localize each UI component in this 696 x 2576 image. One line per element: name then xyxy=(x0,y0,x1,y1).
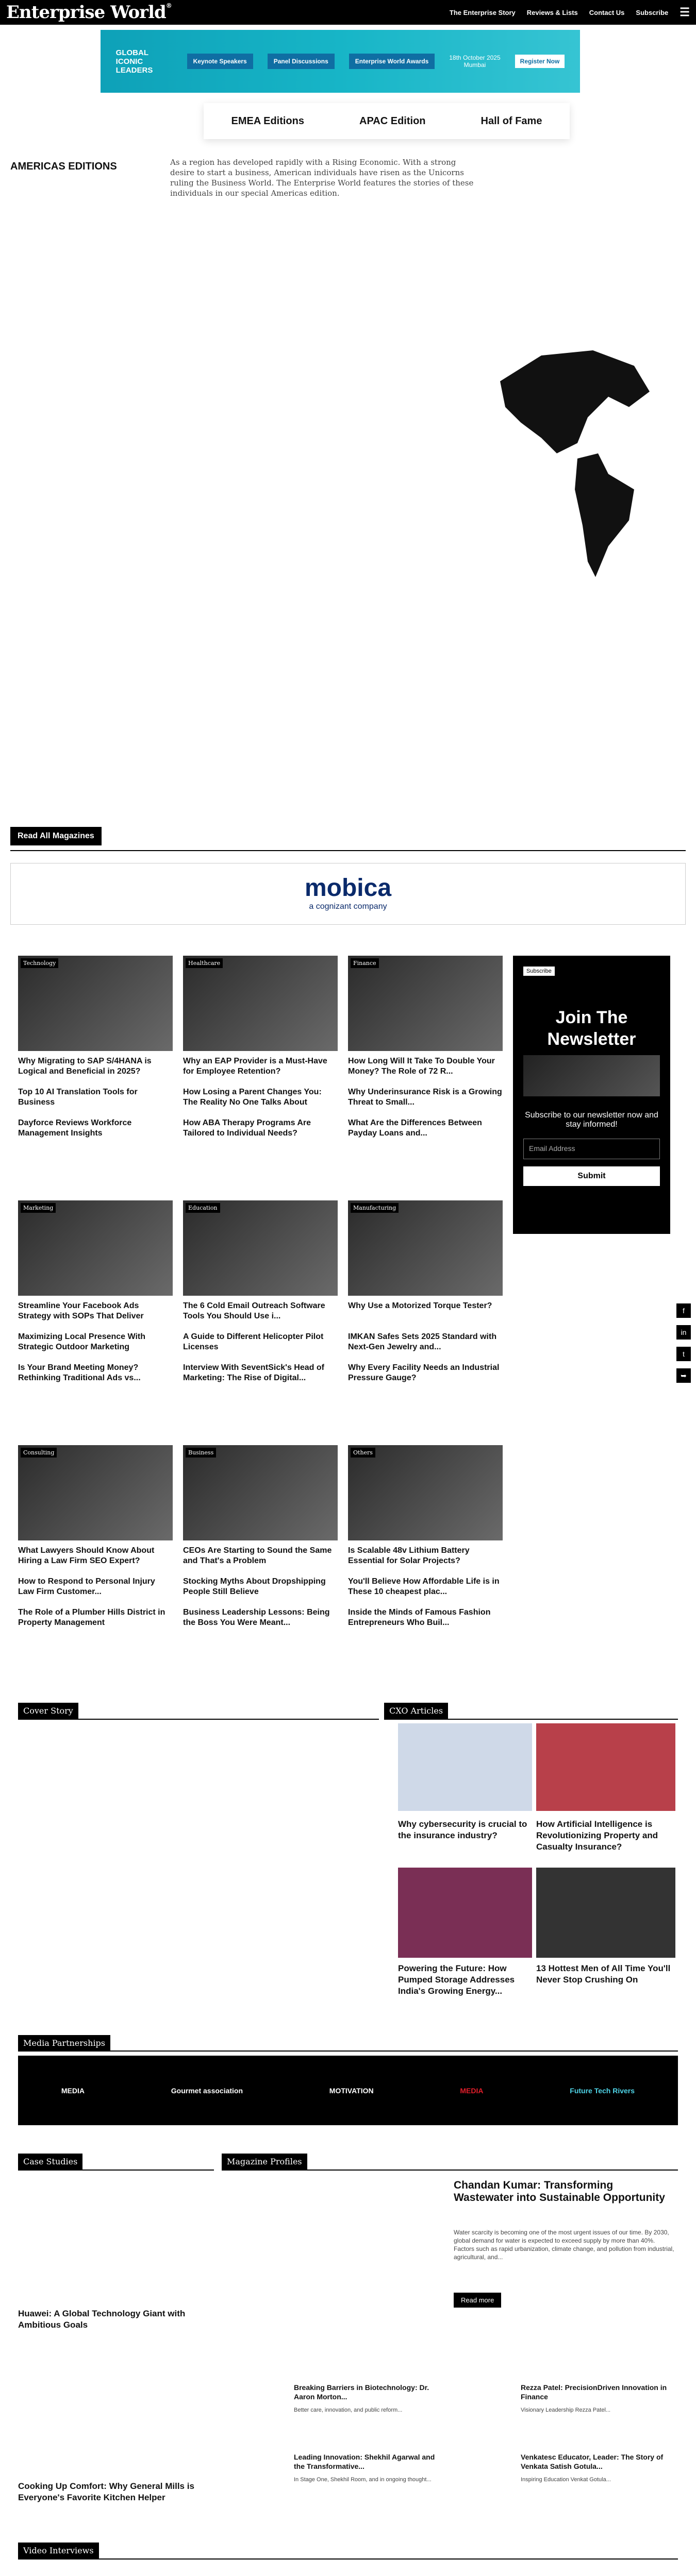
profile-desc: Visionary Leadership Rezza Patel... xyxy=(521,2407,611,2413)
category-label[interactable]: Consulting xyxy=(21,1448,57,1458)
category-label[interactable]: Manufacturing xyxy=(351,1203,399,1213)
main-nav xyxy=(450,6,690,19)
category-headline[interactable]: How to Respond to Personal Injury Law Firm Customer... xyxy=(18,1577,155,1596)
profile-thumbnail[interactable] xyxy=(227,2383,289,2439)
cxo-image-2[interactable] xyxy=(536,1723,675,1811)
newsletter-box xyxy=(513,956,670,1234)
cxo-image-4[interactable] xyxy=(536,1868,675,1958)
newsletter-submit-button[interactable]: Submit xyxy=(523,1166,660,1186)
category-headline[interactable]: The Role of a Plumber Hills District in Property Management xyxy=(18,1608,165,1627)
category-headline[interactable]: Inside the Minds of Famous Fashion Entrepreneurs Who Buil... xyxy=(348,1608,491,1627)
profile-thumbnail[interactable] xyxy=(454,2383,516,2439)
cover-story-label: Cover Story xyxy=(18,1703,78,1719)
category-headline[interactable]: What Are the Differences Between Payday Loans and... xyxy=(348,1118,482,1138)
category-label[interactable]: Finance xyxy=(351,958,379,968)
hamburger-icon[interactable]: ☰ xyxy=(680,6,690,19)
nav-subscribe[interactable]: Subscribe xyxy=(636,8,669,16)
case-study-title[interactable]: Cooking Up Comfort: Why General Mills is Everyone's Favorite Kitchen Helper xyxy=(18,2481,194,2502)
cxo-article-title[interactable]: Why cybersecurity is crucial to the insurance industry? xyxy=(398,1819,527,1840)
banner-awards: Enterprise World Awards xyxy=(349,54,435,69)
category-headline[interactable]: Why an EAP Provider is a Must-Have for Employee Retention? xyxy=(183,1057,327,1076)
banner-keynote: Keynote Speakers xyxy=(187,54,253,69)
category-label[interactable]: Healthcare xyxy=(186,958,223,968)
category-headline[interactable]: The 6 Cold Email Outreach Software Tools You Should Use i... xyxy=(183,1301,325,1320)
category-headline[interactable]: Why Every Facility Needs an Industrial Pressure Gauge? xyxy=(348,1363,500,1382)
partner-logo[interactable]: Future Tech Rivers xyxy=(570,2086,635,2095)
category-headline[interactable]: Dayforce Reviews Workforce Management Insights xyxy=(18,1118,132,1138)
category-headline[interactable]: Why Migrating to SAP S/4HANA is Logical and Beneficial in 2025? xyxy=(18,1057,152,1076)
twitter-icon[interactable]: t xyxy=(676,1347,691,1361)
case-studies-label: Case Studies xyxy=(18,2154,82,2170)
profile-thumbnail[interactable] xyxy=(227,2452,289,2509)
category-headline[interactable]: Maximizing Local Presence With Strategic Outdoor Marketing xyxy=(18,1332,146,1351)
profile-title[interactable]: Leading Innovation: Shekhil Agarwal and the Transformative... xyxy=(294,2453,435,2470)
newsletter-image xyxy=(523,1055,660,1096)
magazine-profile-text: Water scarcity is becoming one of the most urgent issues of our time. By 2030, global demand for water is expected to exceed supply by more than 40%. Factors such as rapid urbanization, climate change, and pollution from industrial, agricultural, and... xyxy=(454,2229,674,2261)
magazine-read-more-button[interactable]: Read more xyxy=(454,2293,501,2308)
category-headline[interactable]: Top 10 AI Translation Tools for Business xyxy=(18,1088,138,1107)
category-headline[interactable]: What Lawyers Should Know About Hiring a Law Firm SEO Expert? xyxy=(18,1546,155,1565)
profile-title[interactable]: Venkatesc Educator, Leader: The Story of Venkata Satish Gotula... xyxy=(521,2453,664,2470)
ad-tagline: a cognizant company xyxy=(309,902,387,911)
read-all-magazines-button[interactable]: Read All Magazines xyxy=(10,827,102,845)
divider xyxy=(384,1719,678,1720)
category-headline[interactable]: A Guide to Different Helicopter Pilot Licenses xyxy=(183,1332,324,1351)
divider xyxy=(18,2558,678,2560)
event-banner[interactable] xyxy=(101,30,580,93)
category-image[interactable] xyxy=(183,956,338,1051)
partner-logo[interactable]: MEDIA xyxy=(460,2086,484,2095)
nav-contact[interactable]: Contact Us xyxy=(589,8,625,16)
category-headline[interactable]: CEOs Are Starting to Sound the Same and That's a Problem xyxy=(183,1546,332,1565)
category-headline[interactable]: Is Your Brand Meeting Money? Rethinking Traditional Ads vs... xyxy=(18,1363,141,1382)
magazine-profile-image[interactable] xyxy=(222,2177,449,2326)
category-image[interactable] xyxy=(183,1445,338,1540)
newsletter-label: Subscribe xyxy=(523,967,555,976)
nav-reviews[interactable]: Reviews & Lists xyxy=(526,8,578,16)
mobica-ad[interactable] xyxy=(10,863,686,925)
divider xyxy=(10,850,686,851)
profile-title[interactable]: Rezza Patel: PrecisionDriven Innovation in Finance xyxy=(521,2383,667,2401)
category-label[interactable]: Business xyxy=(186,1448,216,1458)
category-headline[interactable]: Is Scalable 48v Lithium Battery Essential for Solar Projects? xyxy=(348,1546,470,1565)
tab-apac[interactable]: APAC Edition xyxy=(359,115,426,127)
share-sidebar xyxy=(676,1303,691,1390)
media-partners-strip xyxy=(18,2056,678,2125)
category-headline[interactable]: How Long Will It Take To Double Your Money? The Role of 72 R... xyxy=(348,1057,495,1076)
cxo-article-title[interactable]: 13 Hottest Men of All Time You'll Never Stop Crushing On xyxy=(536,1963,671,1985)
category-label[interactable]: Marketing xyxy=(21,1203,56,1213)
newsletter-email-input[interactable]: Email Address xyxy=(523,1139,660,1159)
banner-title: GLOBAL ICONIC LEADERS xyxy=(115,48,153,75)
profile-thumbnail[interactable] xyxy=(454,2452,516,2509)
category-image[interactable] xyxy=(18,1445,173,1540)
tab-emea[interactable]: EMEA Editions xyxy=(231,115,304,127)
category-image[interactable] xyxy=(348,956,503,1051)
cxo-articles-label: CXO Articles xyxy=(384,1703,448,1719)
top-navbar xyxy=(0,0,696,25)
category-headline[interactable]: Why Underinsurance Risk is a Growing Threat to Small... xyxy=(348,1088,502,1107)
nav-enterprise-story[interactable]: The Enterprise Story xyxy=(449,8,516,16)
category-headline[interactable]: Why Use a Motorized Torque Tester? xyxy=(348,1301,492,1310)
edition-tabs xyxy=(204,103,570,139)
partner-logo[interactable]: Gourmet association xyxy=(171,2086,243,2095)
category-headline[interactable]: Stocking Myths About Dropshipping People Still Believe xyxy=(183,1577,326,1596)
cxo-article-title[interactable]: How Artificial Intelligence is Revolutionizing Property and Casualty Insurance? xyxy=(536,1819,658,1852)
profile-desc: In Stage One, Shekhil Room, and in ongoing thought... xyxy=(294,2477,432,2483)
category-image[interactable] xyxy=(18,1200,173,1296)
category-image[interactable] xyxy=(183,1200,338,1296)
cxo-article-title[interactable]: Powering the Future: How Pumped Storage Addresses India's Growing Energy... xyxy=(398,1963,515,1996)
category-label[interactable]: Education xyxy=(186,1203,220,1213)
partner-logo[interactable]: MOTIVATION xyxy=(329,2086,374,2095)
media-partnerships-label: Media Partnerships xyxy=(18,2035,110,2051)
case-study-title[interactable]: Huawei: A Global Technology Giant with Ambitious Goals xyxy=(18,2309,186,2330)
americas-title: AMERICAS EDITIONS xyxy=(10,161,117,172)
linkedin-icon[interactable]: in xyxy=(676,1325,691,1340)
divider xyxy=(222,2170,678,2171)
category-label[interactable]: Technology xyxy=(21,958,58,968)
banner-cta[interactable]: Register Now xyxy=(515,55,565,68)
category-headline[interactable]: How Losing a Parent Changes You: The Reality No One Talks About xyxy=(183,1088,322,1107)
americas-map-image xyxy=(479,319,686,582)
video-interviews-label: Video Interviews xyxy=(18,2543,99,2558)
partner-logo[interactable]: MEDIA xyxy=(61,2086,85,2095)
category-image[interactable] xyxy=(18,956,173,1051)
divider xyxy=(18,2050,678,2052)
divider xyxy=(18,1719,379,1720)
newsletter-title: Join The Newsletter xyxy=(547,1008,636,1049)
category-headline[interactable]: Business Leadership Lessons: Being the Boss You Were Meant... xyxy=(183,1608,330,1627)
cover-story-image[interactable] xyxy=(18,1726,379,1942)
cxo-image-3[interactable] xyxy=(398,1868,532,1958)
category-headline[interactable]: Interview With SeventSick's Head of Marketing: The Rise of Digital... xyxy=(183,1363,324,1382)
category-label[interactable]: Others xyxy=(351,1448,375,1458)
ad-brand: mobica xyxy=(304,874,392,902)
category-headline[interactable]: Streamline Your Facebook Ads Strategy with SOPs That Deliver xyxy=(18,1301,144,1320)
magazine-profile-title[interactable]: Chandan Kumar: Transforming Wastewater into Sustainable Opportunity xyxy=(454,2179,665,2204)
category-image[interactable] xyxy=(348,1445,503,1540)
tab-hall-of-fame[interactable]: Hall of Fame xyxy=(480,115,542,127)
profile-desc: Inspiring Education Venkat Gotula... xyxy=(521,2477,611,2483)
divider xyxy=(18,2170,214,2171)
americas-description: As a region has developed rapidly with a Rising Economic. With a strong desire to start a business, American individuals have risen as the Unicorns ruling the Business World. The Enterprise World features the stories of these individuals in our special Americas edition. xyxy=(170,158,474,198)
category-image[interactable] xyxy=(348,1200,503,1296)
category-headline[interactable]: IMKAN Safes Sets 2025 Standard with Next-Gen Jewelry and... xyxy=(348,1332,497,1351)
profile-title[interactable]: Breaking Barriers in Biotechnology: Dr. Aaron Morton... xyxy=(294,2383,429,2401)
newsletter-text: Subscribe to our newsletter now and stay informed! xyxy=(525,1111,658,1129)
cxo-image-1[interactable] xyxy=(398,1723,532,1811)
profile-desc: Better care, innovation, and public reform... xyxy=(294,2407,403,2413)
site-logo[interactable]: Enterprise World® xyxy=(6,2,172,23)
banner-date: 18th October 2025 Mumbai xyxy=(449,54,501,69)
banner-panel: Panel Discussions xyxy=(268,54,335,69)
category-headline[interactable]: You'll Believe How Affordable Life is in These 10 cheapest plac... xyxy=(348,1577,500,1596)
category-headline[interactable]: How ABA Therapy Programs Are Tailored to Individual Needs? xyxy=(183,1118,311,1138)
share-icon[interactable]: ➥ xyxy=(676,1368,691,1383)
facebook-icon[interactable]: f xyxy=(676,1303,691,1318)
magazine-profiles-label: Magazine Profiles xyxy=(222,2154,307,2170)
